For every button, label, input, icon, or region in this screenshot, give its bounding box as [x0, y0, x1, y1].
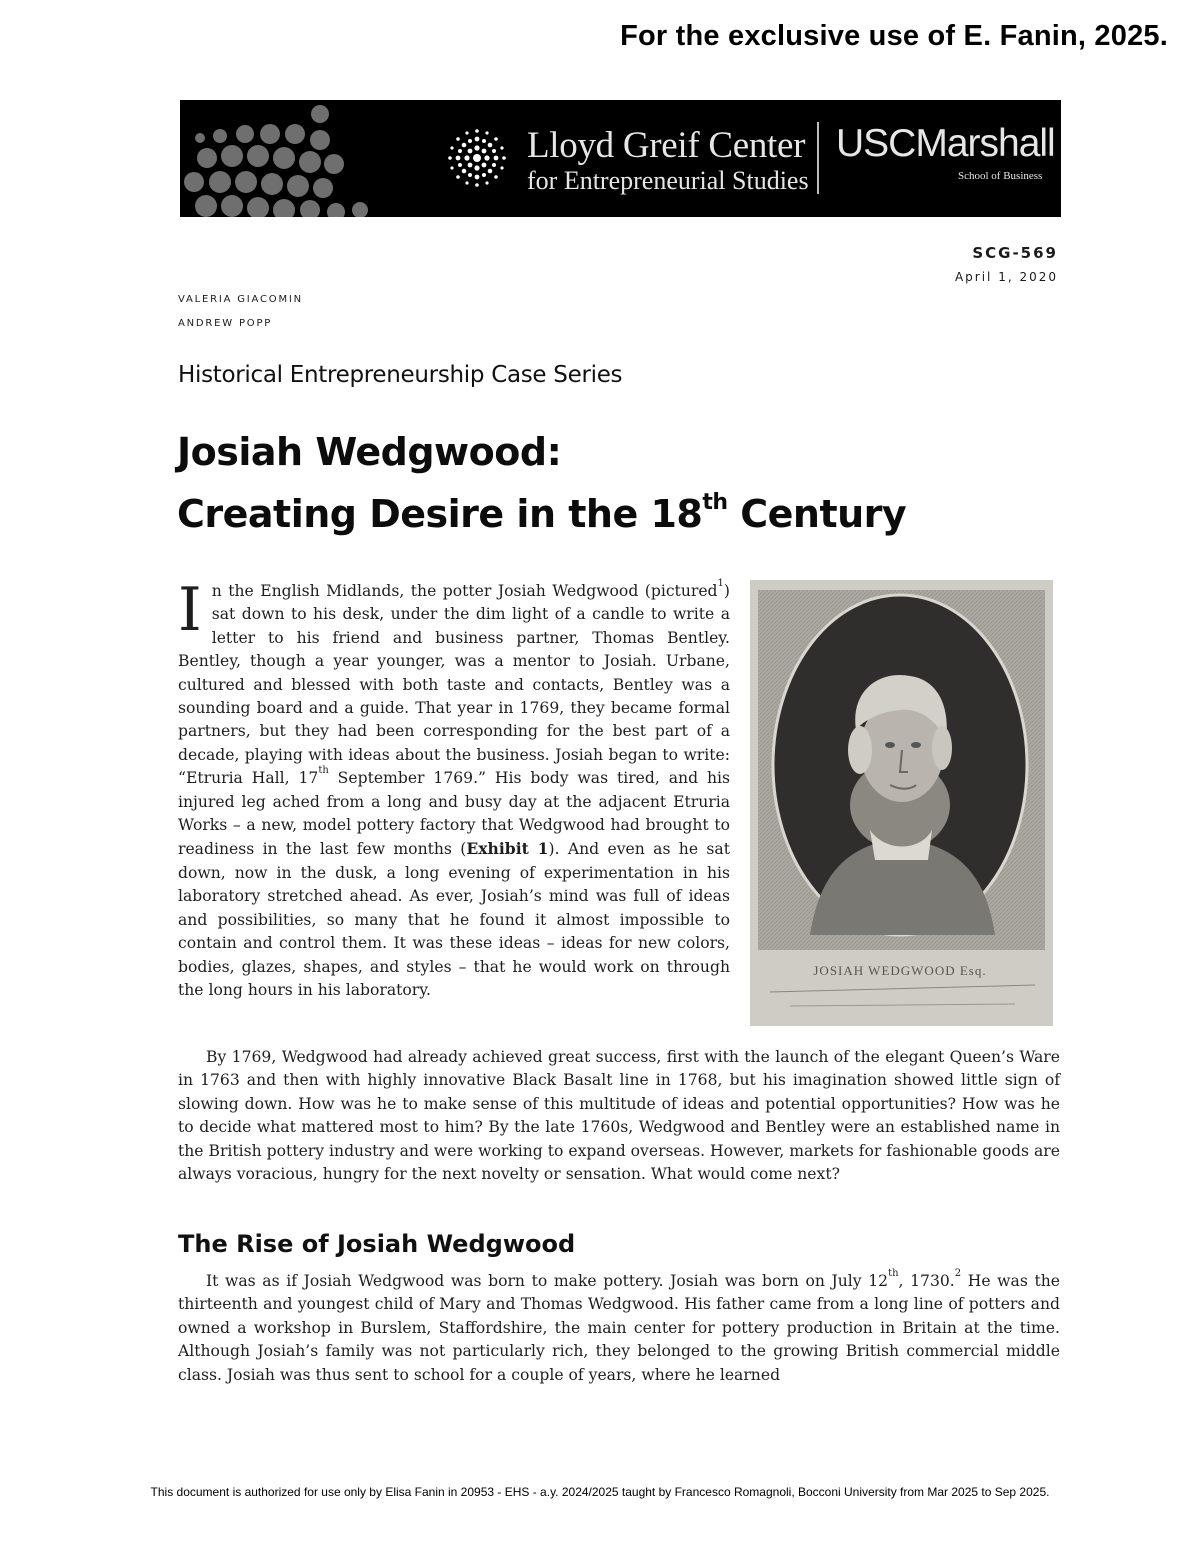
paragraph-3: It was as if Josiah Wedgwood was born to make pottery. Josiah was born on July 12th, 1730.$^2$ He was the thirteenth and youngest child of Mary and Thomas Wedgwood. His father came from a long line of potters and owned a workshop in Burslem, Staffordshire, the main center for pottery production in Britain at the time. Although Josiah’s family was not particularly rich, they belonged to the growing British commercial middle class. Josiah was thus sent to school for a couple of years, where he learned	[178, 1268, 1060, 1384]
drop-cap: I	[178, 575, 202, 645]
center-subtitle: for Entrepreneurial Studies	[527, 166, 809, 195]
exhibit-reference: Exhibit 1	[466, 839, 549, 859]
series-title: Historical Entrepreneurship Case Series	[178, 362, 623, 388]
portrait-engraving	[750, 580, 1053, 1026]
case-date: April 1, 2020	[954, 270, 1058, 284]
section-heading: The Rise of Josiah Wedgwood	[178, 1230, 576, 1258]
title-line-1: Josiah Wedgwood:	[177, 430, 562, 474]
intro-paragraph: In the English Midlands, the potter Josiah Wedgwood (pictured$^1$) sat down to his desk, under the dim light of a candle to write a letter to his friend and business partner, Thomas Bentley. Bentley, though a year younger, was a mentor to Josiah. Urbane, cultured and blessed with both taste and contacts, Bentley was a sounding board and a guide. That year in 1769, they became formal partners, but they had been corresponding for the best part of a decade, playing with ideas about the business. Josiah began to write: “Etruria Hall, 17th September 1769.” His body was tired, and his injured leg ached from a long and busy day at the adjacent Etruria Works – a new, model pottery factory that Wedgwood had brought to readiness in the last few months (Exhibit 1). And even as he sat down, now in the dusk, a long evening of experimentation in his laboratory stretched ahead. As ever, Josiah’s mind was full of ideas and possibilities, so many that he found it almost impossible to contain and control them. It was these ideas – ideas for new colors, bodies, glazes, shapes, and styles – that he would work on through the long hours in his laboratory.	[178, 575, 730, 999]
portrait-caption: JOSIAH WEDGWOOD Esq.	[813, 963, 987, 978]
watermark-top: For the exclusive use of E. Fanin, 2025.	[620, 20, 1168, 52]
title-line-2: Creating Desire in the 18th Century	[177, 490, 907, 536]
banner-dots-decoration	[180, 100, 540, 217]
authorization-footer: This document is authorized for use only by Elisa Fanin in 20953 - EHS - a.y. 2024/2025 taught by Francesco Romagnoli, Bocconi University from Mar 2025 to Sep 2025.	[150, 1485, 1050, 1499]
school-name: USCMarshall	[836, 122, 1055, 165]
author-2: ANDREW POPP	[178, 318, 273, 329]
header-banner	[180, 100, 1061, 217]
center-name: Lloyd Greif Center	[527, 125, 806, 166]
paragraph-2: By 1769, Wedgwood had already achieved great success, first with the launch of the elegant Queen’s Ware in 1763 and then with highly innovative Black Basalt line in 1768, but his imagination showed little sign of slowing down. How was he to make sense of this multitude of ideas and potential opportunities? How was he to decide what mattered most to him? By the late 1760s, Wedgwood and Bentley were an established name in the British pottery industry and were working to expand overseas. However, markets for fashionable goods are always voracious, hungry for the next novelty or sensation. What would come next?	[178, 1048, 1060, 1184]
case-code: SCG-569	[972, 244, 1058, 262]
banner-divider	[817, 122, 819, 194]
school-subtitle: School of Business	[958, 170, 1043, 182]
author-1: VALERIA GIACOMIN	[178, 294, 303, 305]
